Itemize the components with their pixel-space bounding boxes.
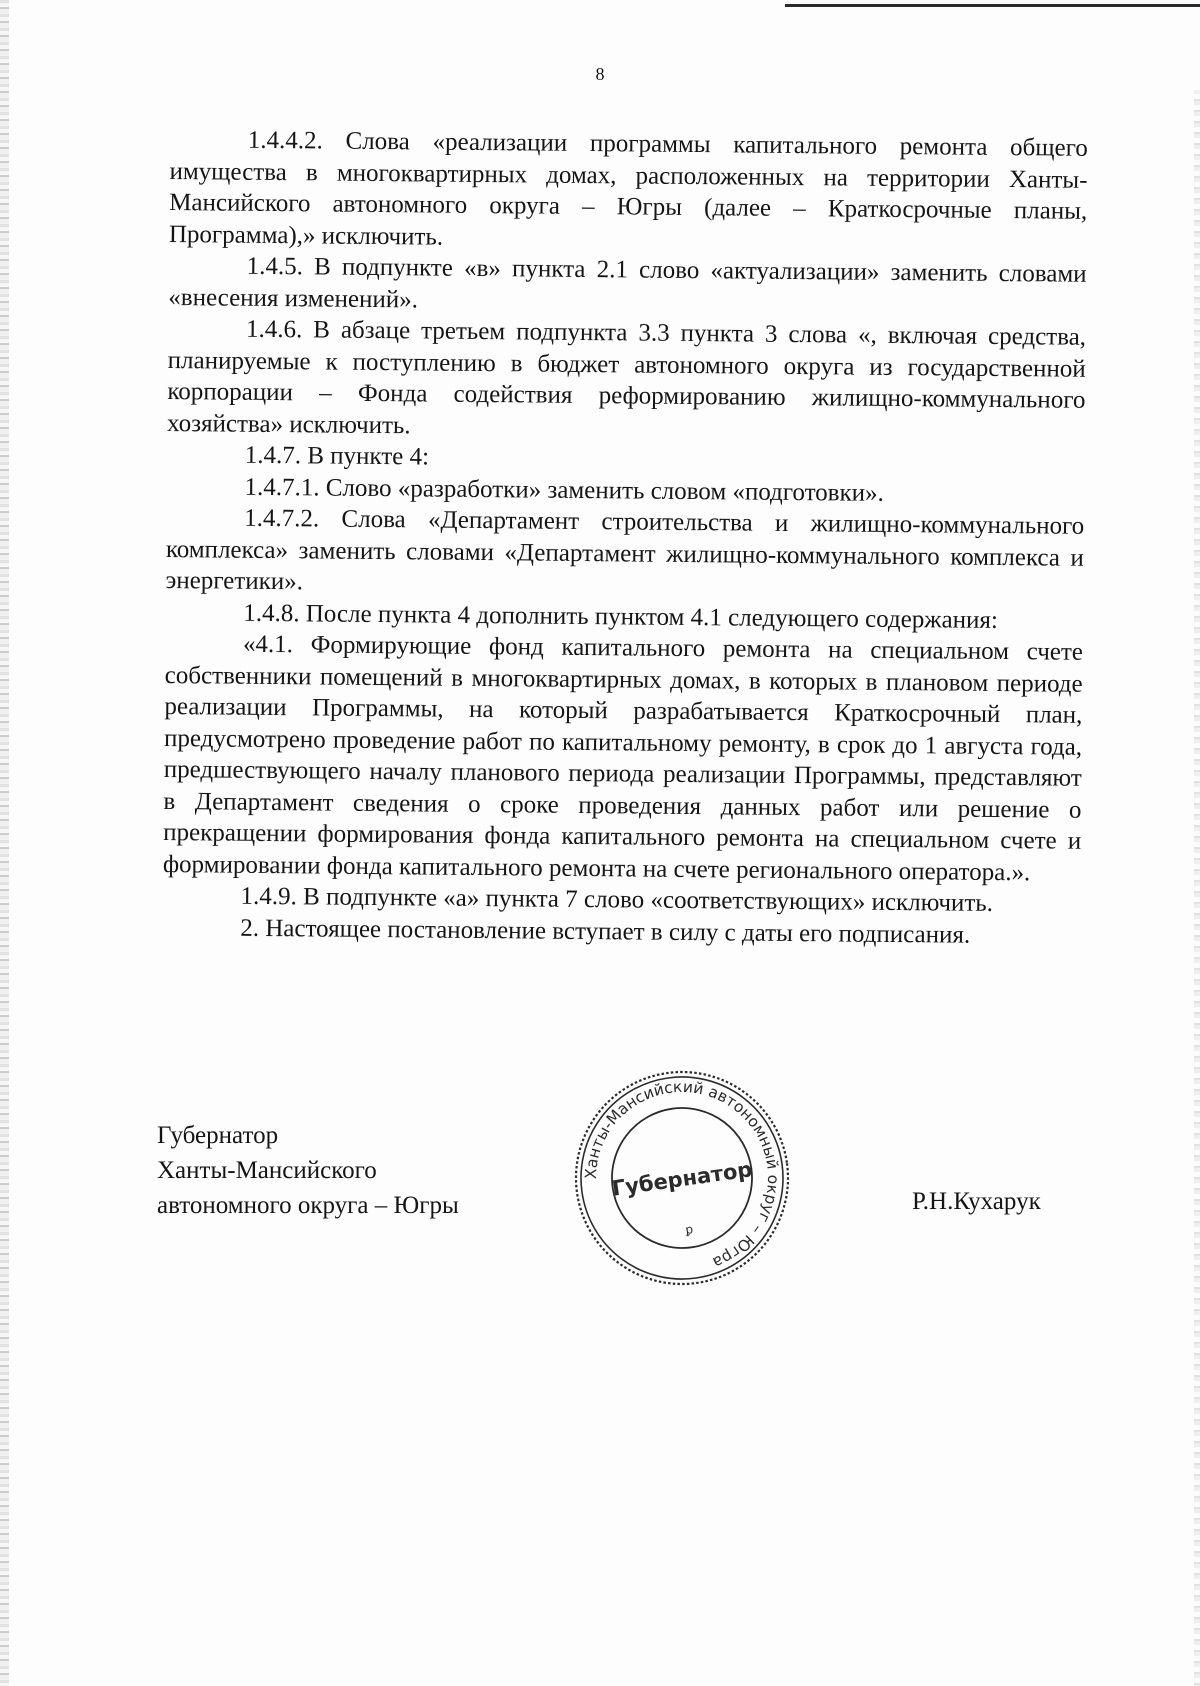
seal-center-text: Губернатор xyxy=(610,1157,754,1201)
paragraph-1-4-4-2: 1.4.4.2. Слова «реализации программы капитального ремонта общего имущества в многоквартирных домах, расположенных на территории Ханты-Мансийского автономного округа – Югры (далее – Краткосрочные планы, Программа),» исключить. xyxy=(168,126,1088,251)
scan-top-line xyxy=(785,4,1200,7)
paragraph-1-4-6: 1.4.6. В абзаце третьем подпункта 3.3 пункта 3 слова «, включая средства, планируемые к поступлению в бюджет автономного округа из государственной корпорации – Фонда содействия реформированию жилищно-коммунального хозяйства» исключить. xyxy=(167,315,1087,439)
paragraph-1-4-8: 1.4.8. После пункта 4 дополнить пунктом 4.1 следующего содержания: xyxy=(243,599,998,634)
signature-block xyxy=(157,1118,459,1223)
paragraph-1-4-7-1: 1.4.7.1. Слово «разработки» заменить словом «подготовки». xyxy=(244,473,884,507)
official-seal xyxy=(572,1068,792,1288)
seal-ring-text: Ханты-Мансийский автономный округ – Югра xyxy=(581,1077,783,1272)
paragraph-2: 2. Настоящее постановление вступает в силу с даты его подписания. xyxy=(240,914,971,949)
paragraph-1-4-5: 1.4.5. В подпункте «в» пункта 2.1 слово «актуализации» заменить словами «внесения изменений». xyxy=(168,252,1087,313)
document-body xyxy=(162,124,1088,952)
page-number: 8 xyxy=(595,64,605,84)
paragraph-4-1-quote: «4.1. Формирующие фонд капитального ремонта на специальном счете собственники помещений в многоквартирных домах, в которых в плановом периоде реализации Программы, на который разрабатывается Краткосрочный план, предусмотрено проведение работ по капитальному ремонту, в срок до 1 августа года, предшествующего началу планового периода реализации Программы, представляют в Департамент сведения о сроке проведения данных работ или решение о прекращении формирования фонда капитального ремонта на специальном счете и формировании фонда капитального ремонта на счете регионального оператора.». xyxy=(162,630,1084,886)
seal-signature-mark: ꝑ xyxy=(684,1222,694,1237)
signer-name: Р.Н.Кухарук xyxy=(912,1188,1041,1215)
scan-edge-left xyxy=(0,0,9,1686)
scan-edge-right xyxy=(1194,90,1200,1686)
paragraph-1-4-7-2: 1.4.7.2. Слова «Департамент строительства и жилищно-коммунального комплекса» заменить словами «Департамент жилищно-коммунального комплекса и энергетики». xyxy=(165,504,1085,596)
paragraph-1-4-7: 1.4.7. В пункте 4: xyxy=(244,441,430,471)
signer-position-line-2: Ханты-Мансийского xyxy=(157,1157,377,1184)
signer-position-line-3: автономного округа – Югры xyxy=(157,1192,459,1219)
paragraph-1-4-9: 1.4.9. В подпункте «а» пункта 7 слово «соответствующих» исключить. xyxy=(240,882,994,917)
signer-position-line-1: Губернатор xyxy=(157,1122,279,1149)
